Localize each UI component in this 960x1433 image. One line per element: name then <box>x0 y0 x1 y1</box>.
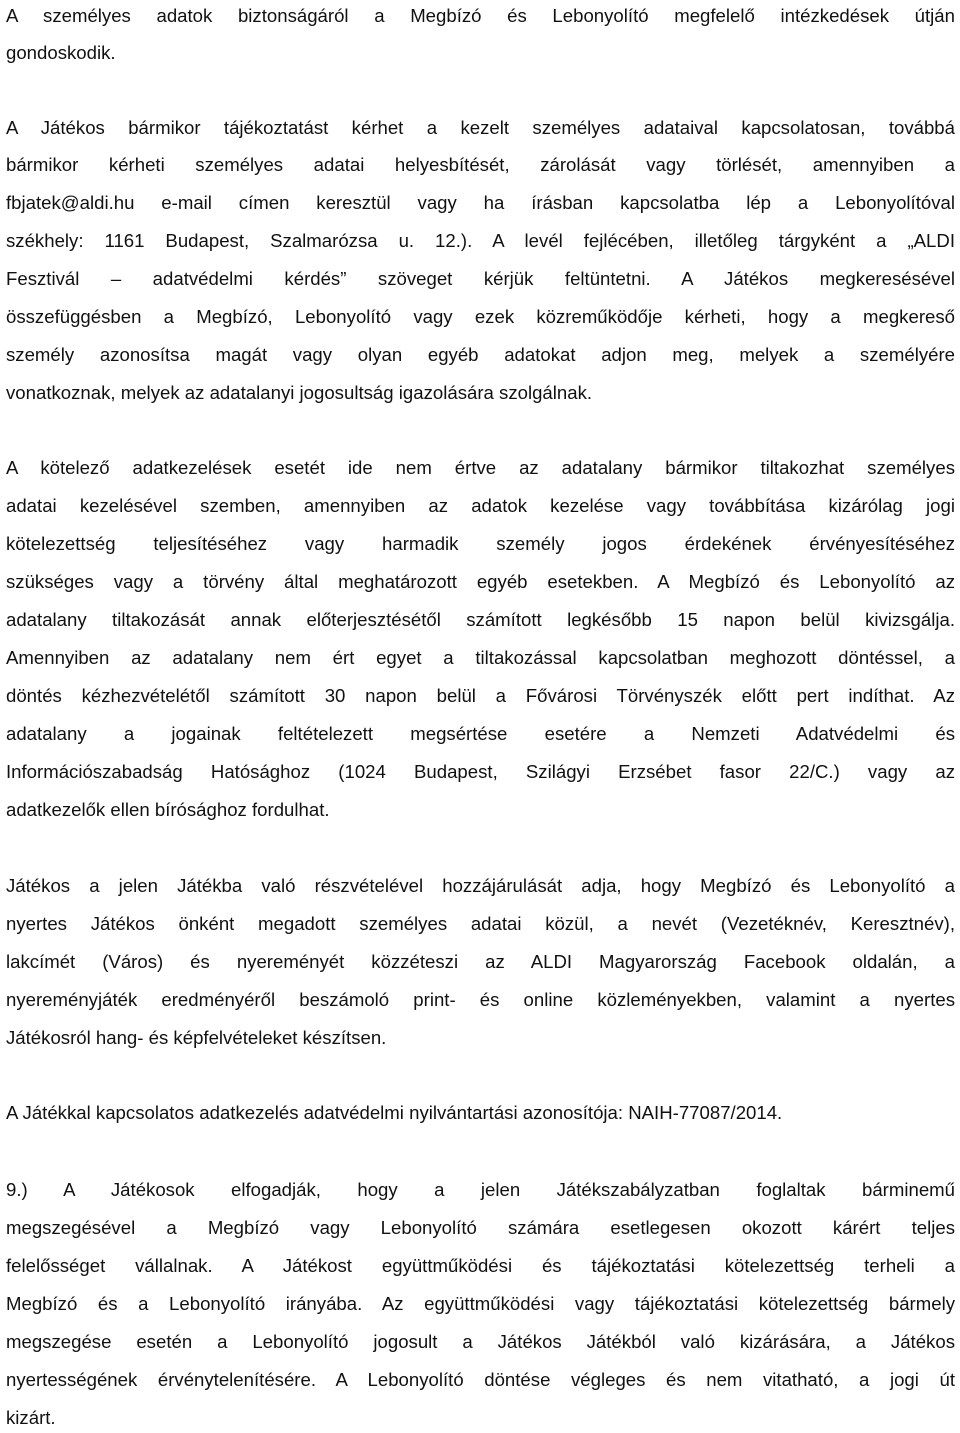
text-line: Megbízó és a Lebonyolító irányába. Az együttműködési vagy tájékoztatási kötelezettség bármely <box>6 1293 955 1314</box>
text-line: vonatkoznak, melyek az adatalanyi jogosultság igazolására szolgálnak. <box>6 382 593 403</box>
text-line: adatalany a jogainak feltételezett megsértése esetére a Nemzeti Adatvédelmi és <box>6 723 955 744</box>
text-line: nyertes Játékos önként megadott személyes adatai közül, a nevét (Vezetéknév, Keresztnév), <box>6 913 955 934</box>
text-line: megszegésével a Megbízó vagy Lebonyolító számára esetlegesen okozott kárért teljes <box>6 1217 955 1238</box>
text-line: Játékos a jelen Játékba való részvételével hozzájárulását adja, hogy Megbízó és Lebonyolító a <box>6 875 955 896</box>
text-line: lakcímét (Város) és nyereményét közzéteszi az ALDI Magyarország Facebook oldalán, a <box>6 951 955 972</box>
text-line: adatai kezelésével szemben, amennyiben az adatok kezelése vagy továbbítása kizárólag jogi <box>6 495 955 516</box>
text-line: kizárt. <box>6 1407 56 1428</box>
text-line: A Játékkal kapcsolatos adatkezelés adatvédelmi nyilvántartási azonosítója: NAIH-77087/2014. <box>6 1102 783 1123</box>
text-line: szükséges vagy a törvény által meghatározott egyéb esetekben. A Megbízó és Lebonyolító az <box>6 571 955 592</box>
text-line: A Játékos bármikor tájékoztatást kérhet a kezelt személyes adataival kapcsolatosan, továbbá <box>6 117 955 138</box>
text-line: gondoskodik. <box>6 42 116 63</box>
text-line: székhely: 1161 Budapest, Szalmarózsa u. 12.). A levél fejlécében, illetőleg tárgyként a „ALDI <box>6 230 955 251</box>
text-line: Játékosról hang- és képfelvételeket készítsen. <box>6 1027 387 1048</box>
text-line: bármikor kérheti személyes adatai helyesbítését, zárolását vagy törlését, amennyiben a <box>6 154 955 175</box>
text-line: nyereményjáték eredményéről beszámoló print- és online közleményekben, valamint a nyertes <box>6 989 955 1010</box>
text-line: Amennyiben az adatalany nem ért egyet a tiltakozással kapcsolatban meghozott döntéssel, a <box>6 647 955 668</box>
text-line: összefüggésben a Megbízó, Lebonyolító vagy ezek közreműködője kérheti, hogy a megkereső <box>6 306 955 327</box>
text-line: A személyes adatok biztonságáról a Megbízó és Lebonyolító megfelelő intézkedések útján <box>6 5 955 26</box>
text-line: felelősséget vállalnak. A Játékost együttműködési és tájékoztatási kötelezettség terheli a <box>6 1255 955 1276</box>
text-line: kötelezettség teljesítéséhez vagy harmadik személy jogos érdekének érvényesítéséhez <box>6 533 955 554</box>
text-line: adatkezelők ellen bírósághoz fordulhat. <box>6 799 330 820</box>
text-line: Fesztivál – adatvédelmi kérdés” szöveget kérjük feltüntetni. A Játékos megkeresésével <box>6 268 955 289</box>
text-line: Információszabadság Hatósághoz (1024 Budapest, Szilágyi Erzsébet fasor 22/C.) vagy az <box>6 761 955 782</box>
text-line: nyertességének érvénytelenítésére. A Lebonyolító döntése végleges és nem vitatható, a jogi út <box>6 1369 955 1390</box>
text-line: személy azonosítsa magát vagy olyan egyéb adatokat adjon meg, melyek a személyére <box>6 344 955 365</box>
text-line: A kötelező adatkezelések esetét ide nem értve az adatalany bármikor tiltakozhat személyes <box>6 457 955 478</box>
text-line: megszegése esetén a Lebonyolító jogosult a Játékos Játékból való kizárására, a Játékos <box>6 1331 955 1352</box>
text-line: 9.) A Játékosok elfogadják, hogy a jelen Játékszabályzatban foglaltak bárminemű <box>6 1179 955 1200</box>
text-line: adatalany tiltakozását annak előterjesztésétől számított legkésőbb 15 napon belül kivizsgálja. <box>6 609 955 630</box>
text-line: fbjatek@aldi.hu e-mail címen keresztül vagy ha írásban kapcsolatba lép a Lebonyolítóval <box>6 192 955 213</box>
text-line: döntés kézhezvételétől számított 30 napon belül a Fővárosi Törvényszék előtt pert indíthat. Az <box>6 685 955 706</box>
